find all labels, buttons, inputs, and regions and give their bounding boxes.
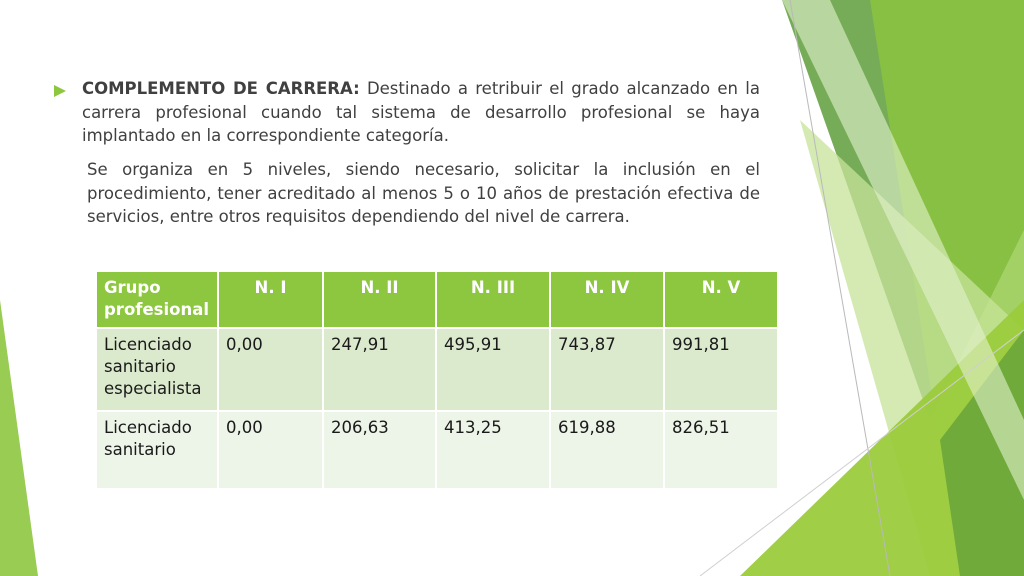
table-row: [96, 411, 778, 489]
header-n3: N. III: [436, 271, 550, 328]
header-n2: N. II: [323, 271, 436, 328]
header-grupo-profesional: Grupo profesional: [96, 271, 218, 328]
header-n5: N. V: [664, 271, 778, 328]
paragraph-niveles: Se organiza en 5 niveles, siendo necesario, solicitar la inclusión en el procedimiento, tener acreditado al menos 5 o 10 años de prestación efectiva de servicios, entre otros requisitos dependiendo del nivel de carrera.: [87, 160, 760, 226]
header-n4: N. IV: [550, 271, 664, 328]
cell-n2: 247,91: [323, 328, 436, 411]
left-green-sliver: [0, 300, 38, 576]
cell-n4: 743,87: [550, 328, 664, 411]
cell-n5: 826,51: [664, 411, 778, 489]
cell-n1: 0,00: [218, 328, 323, 411]
cell-n1: 0,00: [218, 411, 323, 489]
cell-grupo: Licenciado sanitario especialista: [96, 328, 218, 411]
paragraph-complemento: [82, 77, 760, 148]
triangle-right-icon: [53, 84, 67, 98]
cell-grupo: Licenciado sanitario: [96, 411, 218, 489]
cell-n2: 206,63: [323, 411, 436, 489]
cell-n3: 413,25: [436, 411, 550, 489]
cell-n4: 619,88: [550, 411, 664, 489]
paragraph-lead: COMPLEMENTO DE CARRERA:: [82, 79, 360, 98]
career-levels-table: [95, 270, 779, 490]
table-row: [96, 328, 778, 411]
cell-n5: 991,81: [664, 328, 778, 411]
table-header-row: [96, 271, 778, 328]
header-n1: N. I: [218, 271, 323, 328]
paragraph-body: Destinado a retribuir el grado alcanzado en la carrera profesional cuando tal sistema de desarrollo profesional se haya implantado en la correspondiente categoría.: [82, 79, 760, 145]
cell-n3: 495,91: [436, 328, 550, 411]
